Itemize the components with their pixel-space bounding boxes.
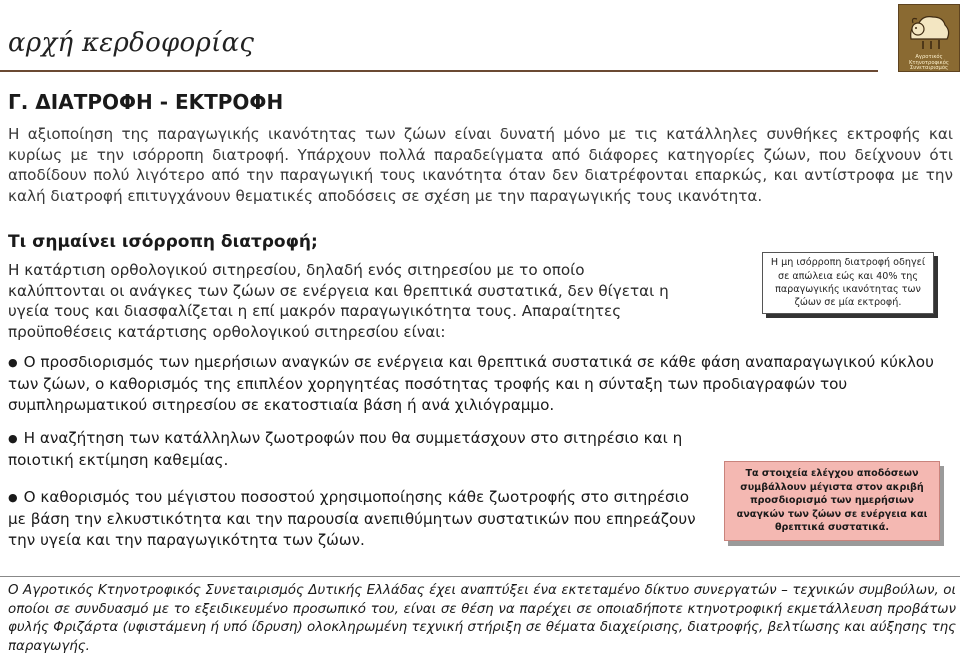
sheep-icon <box>905 9 953 53</box>
page-footer <box>0 576 960 654</box>
page-header <box>0 0 960 72</box>
loss-callout: Η μη ισόρροπη διατροφή οδηγεί σε απώλεια εώς και 40% της παραγωγικής ικανότητας των ζώων σε μία εκτροφή. <box>762 252 934 314</box>
logo <box>898 4 960 72</box>
header-divider <box>0 70 878 72</box>
control-callout: Τα στοιχεία ελέγχου αποδόσεων συμβάλλουν μέγιστα στον ακριβή προσδιορισμό των ημερήσιων αναγκών των ζώων σε ενέργεια και θρεπτικά συστατικά. <box>724 461 940 541</box>
intro-paragraph: Η αξιοποίηση της παραγωγικής ικανότητας των ζώων είναι δυνατή μόνο με τις κατάλληλες συνθήκες εκτροφής και κυρίως με την ισόρροπη διατροφή. Υπάρχουν πολλά παραδείγματα από διάφορες κατηγορίες ζώων, που δείχνουν ότι αποδίδουν πολύ λιγότερο από την παραγωγική τους ικανότητα όταν δεν διατρέφονται επαρκώς, και αντίστροφα με την καλή διατροφή επιτυγχάνουν θεματικές αποδόσεις σε σχέση με την παραγωγικής τους ικανότητα. <box>8 125 953 205</box>
footer-text: Ο Αγροτικός Κτηνοτροφικός Συνεταιρισμός Δυτικής Ελλάδας έχει αναπτύξει ένα εκτεταμένο δίκτυο συνεργατών – τεχνικών συμβούλων, οι οποίοι σε συνδυασμό με το εξειδικευμένο προσωπικό του, είναι σε θέση να παρέχει σε οποιαδήποτε κτηνοτροφική εκμετάλλευση προβάτων φυλής Φριζάρτα (υφιστάμενη ή υπό ίδρυση) ολοκληρωμένη τεχνική στήριξη σε θέματα διαχείρισης, διατροφής, βελτίωσης και αύξησης της παραγωγής. <box>8 583 956 654</box>
list-item: ● Ο προσδιορισμός των ημερήσιων αναγκών σε ενέργεια και θρεπτικά συστατικά σε κάθε φάση αναπαραγωγικού κύκλου των ζώων, ο καθορισμός της επιπλέον χορηγητέας ποσότητας τροφής και η σύνταξη των προδιαγραφών του συμπληρωματικού σιτηρεσίου σε εκατοστιαία βάση ή ανά χιλιόγραμμο. <box>8 352 956 416</box>
logo-caption: Αγροτικός Κτηνοτροφικός Συνεταιρισμός <box>909 54 949 72</box>
subsection-title: Τι σημαίνει ισόρροπη διατροφή; <box>8 232 318 252</box>
list-item: ● Η αναζήτηση των κατάλληλων ζωοτροφών που θα συμμετάσχουν στο σιτηρέσιο και η ποιοτική εκτίμηση καθεμίας. <box>8 428 698 471</box>
brand-title: αρχή κερδοφορίας <box>8 28 255 58</box>
footer-divider <box>0 576 960 577</box>
section-title: Γ. ΔΙΑΤΡΟΦΗ - ΕΚΤΡΟΦΗ <box>8 90 284 114</box>
list-item: ● Ο καθορισμός του μέγιστου ποσοστού χρησιμοποίησης κάθε ζωοτροφής στο σιτηρέσιο με βάση την ελκυστικότητα και την παρουσία ανεπιθύμητων συστατικών που επηρεάζουν την υγεία και την παραγωγικότητα των ζώων. <box>8 487 698 551</box>
definition-paragraph: Η κατάρτιση ορθολογικού σιτηρεσίου, δηλαδή ενός σιτηρεσίου με το οποίο καλύπτονται οι ανάγκες των ζώων σε ενέργεια και θρεπτικά συστατικά, δεν θίγεται η υγεία τους και διασφαλίζεται η επί μακρόν παραγωγικότητα τους. Απαραίτητες προϋποθέσεις κατάρτισης ορθολογικού σιτηρεσίου είναι: <box>8 261 669 341</box>
